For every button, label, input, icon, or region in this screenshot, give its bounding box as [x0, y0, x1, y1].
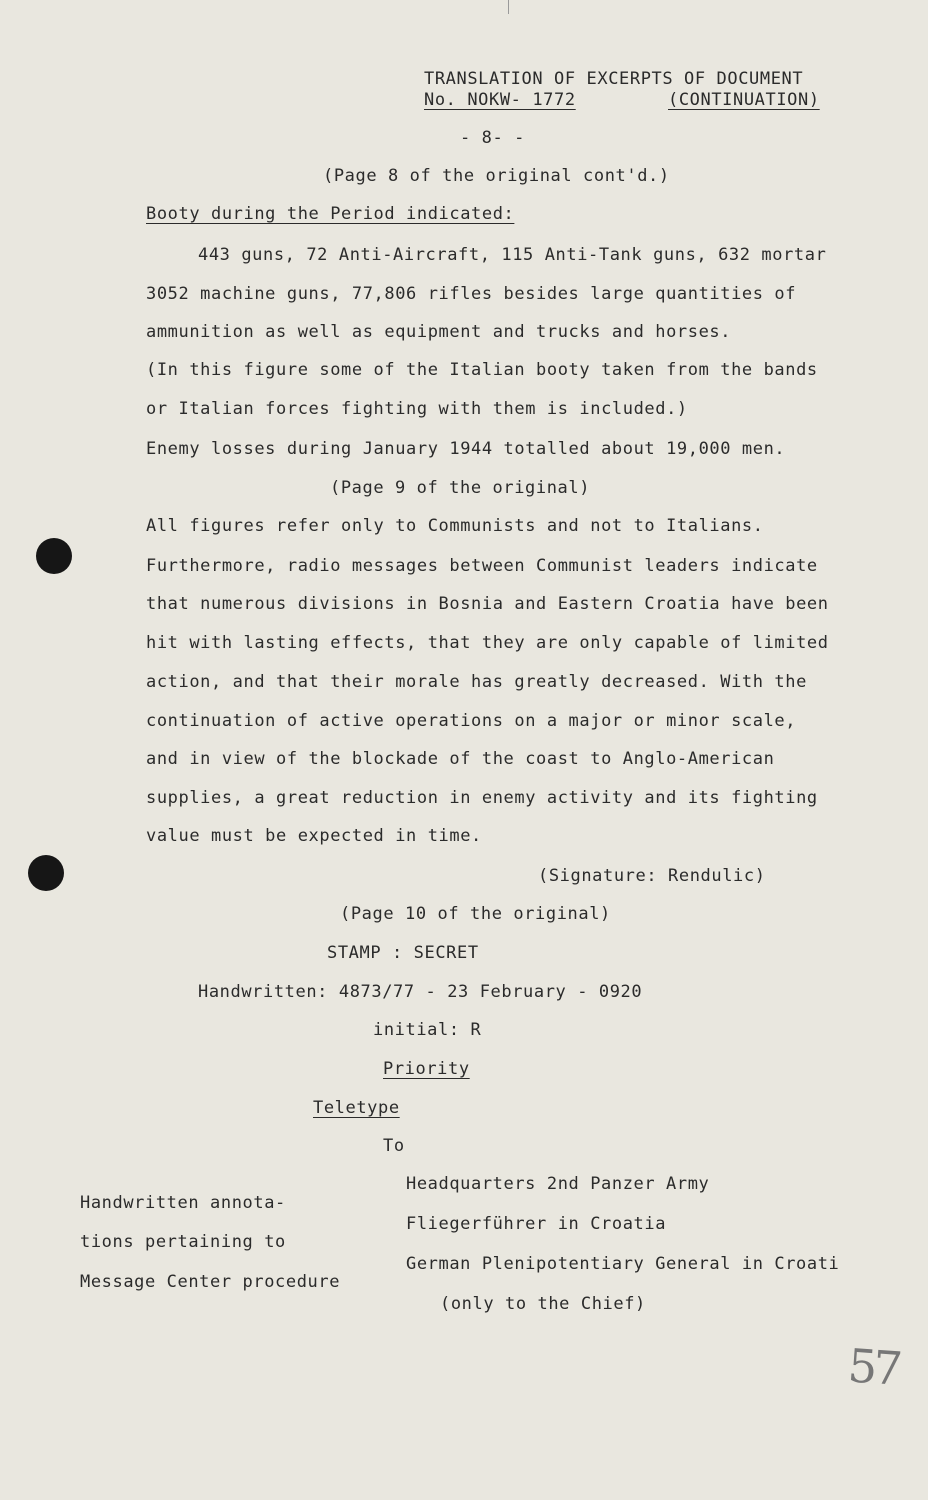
initial: initial: R [373, 1020, 482, 1040]
header-document-number: No. NOKW- 1772 [424, 90, 576, 110]
annotation-line: tions pertaining to [80, 1232, 286, 1252]
booty-line: 3052 machine guns, 77,806 rifles besides large quantities of [146, 284, 797, 304]
booty-line: or Italian forces fighting with them is included.) [146, 399, 688, 419]
teletype-label: Teletype [313, 1098, 400, 1118]
annotation-line: Message Center procedure [80, 1272, 341, 1292]
booty-line: ammunition as well as equipment and trucks and horses. [146, 322, 732, 342]
body-line: supplies, a great reduction in enemy activity and its fighting [146, 788, 818, 808]
recipient: Headquarters 2nd Panzer Army [406, 1174, 710, 1194]
recipient-note: (only to the Chief) [440, 1294, 646, 1314]
booty-heading: Booty during the Period indicated: [146, 204, 515, 224]
priority-label: Priority [383, 1059, 470, 1079]
page-number: - 8- - [460, 128, 526, 148]
page-8-note: (Page 8 of the original cont'd.) [323, 166, 670, 186]
page-10-note: (Page 10 of the original) [340, 904, 611, 924]
header-continuation: (CONTINUATION) [668, 90, 820, 110]
stamp-secret: STAMP : SECRET [327, 943, 479, 963]
body-line: continuation of active operations on a major or minor scale, [146, 711, 797, 731]
margin-mark [508, 0, 509, 14]
annotation-line: Handwritten annota- [80, 1193, 286, 1213]
handwritten-reference: Handwritten: 4873/77 - 23 February - 0920 [198, 982, 643, 1002]
page-9-note: (Page 9 of the original) [330, 478, 591, 498]
to-label: To [383, 1136, 405, 1156]
signature: (Signature: Rendulic) [538, 866, 766, 886]
body-line: Furthermore, radio messages between Communist leaders indicate [146, 556, 818, 576]
body-line: action, and that their morale has greatly decreased. With the [146, 672, 807, 692]
booty-line: 443 guns, 72 Anti-Aircraft, 115 Anti-Tank guns, 632 mortar [198, 245, 827, 265]
enemy-losses-line: Enemy losses during January 1944 totalled about 19,000 men. [146, 439, 786, 459]
header-line-1: TRANSLATION OF EXCERPTS OF DOCUMENT [424, 69, 804, 89]
punch-hole [36, 538, 72, 574]
body-line: that numerous divisions in Bosnia and Eastern Croatia have been [146, 594, 829, 614]
booty-line: (In this figure some of the Italian booty taken from the bands [146, 360, 818, 380]
folio-number: 57 [846, 1338, 901, 1396]
body-line: hit with lasting effects, that they are only capable of limited [146, 633, 829, 653]
punch-hole [28, 855, 64, 891]
body-line: and in view of the blockade of the coast to Anglo-American [146, 749, 775, 769]
recipient: Fliegerführer in Croatia [406, 1214, 667, 1234]
body-line: value must be expected in time. [146, 826, 482, 846]
body-line: All figures refer only to Communists and not to Italians. [146, 516, 764, 536]
recipient: German Plenipotentiary General in Croati [406, 1254, 840, 1274]
